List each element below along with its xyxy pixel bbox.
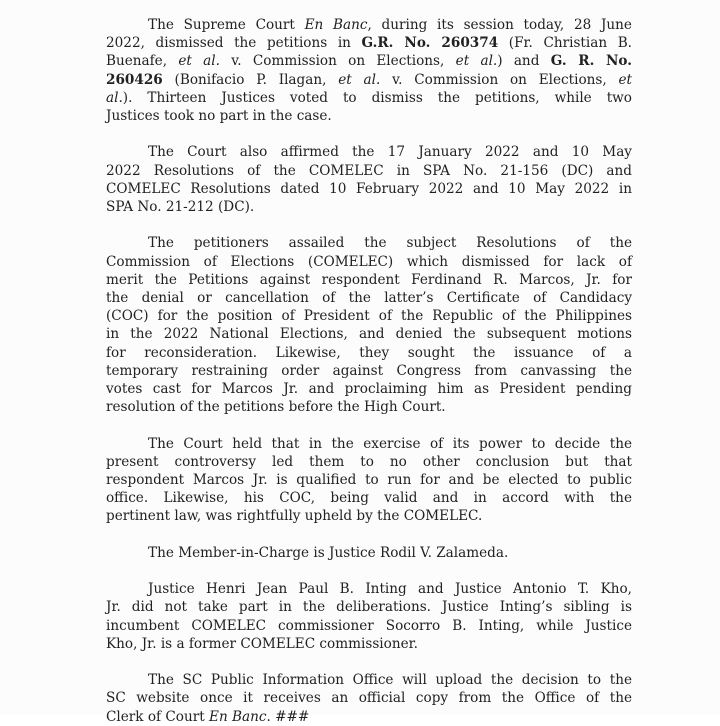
text-line <box>106 143 632 161</box>
bold-text: G.R. No. 260374 <box>361 35 499 52</box>
text-line <box>106 635 632 653</box>
text-run: The Supreme Court <box>148 17 305 33</box>
text-line <box>106 325 632 343</box>
italic-text: al. <box>106 89 123 106</box>
text-run: 2022 Resolutions of the COMELEC in SPA No. 21-156 (DC) and <box>106 162 632 179</box>
paragraph <box>106 544 632 562</box>
text-run: v. Commission on Elections, <box>219 53 456 70</box>
text-run: Jr. did not take part in the deliberations. Justice Inting’s sibling is <box>106 599 632 616</box>
text-line <box>106 52 632 70</box>
text-line <box>106 453 632 471</box>
text-line <box>106 71 632 89</box>
text-run: merit the Petitions against respondent Ferdinand R. Marcos, Jr. for <box>106 271 632 288</box>
text-line <box>106 507 632 525</box>
text-run: present controversy led them to no other conclusion but that <box>106 453 632 470</box>
text-line <box>106 398 632 416</box>
text-line <box>106 708 632 726</box>
text-run: for reconsideration. Likewise, they sought the issuance of a <box>106 344 632 361</box>
text-line <box>106 689 632 707</box>
text-run: , during its session today, 28 June <box>367 17 632 33</box>
text-run: Justice Henri Jean Paul B. Inting and Justice Antonio T. Kho, <box>148 581 632 598</box>
text-line <box>106 253 632 271</box>
text-line <box>106 671 632 689</box>
text-line <box>106 289 632 307</box>
text-run: SPA No. 21-212 (DC). <box>106 199 255 216</box>
text-run: 2022, dismissed the petitions in <box>106 35 362 52</box>
text-line <box>106 234 632 252</box>
text-run: . ### <box>266 708 310 725</box>
italic-text: et al. <box>338 71 381 88</box>
text-run: office. Likewise, his COC, being valid and in accord with the <box>106 490 632 507</box>
text-run: COMELEC Resolutions dated 10 February 2022 and 10 May 2022 in <box>106 180 632 197</box>
text-line <box>106 344 632 362</box>
paragraph <box>106 143 632 216</box>
text-line <box>106 307 632 325</box>
italic-text: et al. <box>455 53 498 70</box>
paragraph <box>106 16 632 125</box>
paragraph <box>106 234 632 416</box>
paragraph <box>106 435 632 526</box>
text-line <box>106 16 632 34</box>
text-line <box>106 362 632 380</box>
text-run: The SC Public Information Office will upload the decision to the <box>148 672 632 689</box>
text-line <box>106 598 632 616</box>
text-run: the denial or cancellation of the latter’s Certificate of Candidacy <box>106 290 632 307</box>
text-line <box>106 89 632 107</box>
text-run: votes cast for Marcos Jr. and proclaiming him as President pending <box>106 381 632 398</box>
text-run: ) and <box>497 53 551 70</box>
text-line <box>106 34 632 52</box>
text-run: temporary restraining order against Congress from canvassing the <box>106 362 632 379</box>
text-line <box>106 162 632 180</box>
text-line <box>106 380 632 398</box>
text-line <box>106 489 632 507</box>
text-run: v. Commission on Elections, <box>380 71 619 88</box>
bold-text: 260426 <box>106 71 163 88</box>
text-run: The Court held that in the exercise of its power to decide the <box>148 435 632 452</box>
text-line <box>106 198 632 216</box>
italic-text: En Banc <box>304 17 368 33</box>
text-line <box>106 271 632 289</box>
text-run: The Court also affirmed the 17 January 2022 and 10 May <box>148 144 632 161</box>
text-run: ). Thirteen Justices voted to dismiss the petitions, while two <box>122 89 632 106</box>
text-run: pertinent law, was rightfully upheld by the COMELEC. <box>106 508 483 525</box>
text-run: in the 2022 National Elections, and denied the subsequent motions <box>106 326 632 343</box>
text-run: (Fr. Christian B. <box>498 35 633 52</box>
text-run: respondent Marcos Jr. is qualified to run for and be elected to public <box>106 472 632 489</box>
text-run: Clerk of Court <box>106 708 210 725</box>
text-run: Kho, Jr. is a former COMELEC commissioner. <box>106 635 418 652</box>
text-run: Commission of Elections (COMELEC) which dismissed for lack of <box>106 253 632 270</box>
italic-text: En Banc <box>209 708 267 725</box>
text-run: Buenafe, <box>106 53 179 70</box>
italic-text: et <box>618 71 632 88</box>
text-line <box>106 544 632 562</box>
text-line <box>106 580 632 598</box>
text-run: incumbent COMELEC commissioner Socorro B. Inting, while Justice <box>106 617 632 634</box>
paragraph <box>106 671 632 726</box>
text-line <box>106 180 632 198</box>
text-run: SC website once it receives an official copy from the Office of the <box>106 690 632 707</box>
bold-text: G. R. No. <box>550 53 632 70</box>
text-run: (COC) for the position of President of the Republic of the Philippines <box>106 308 632 325</box>
text-run: The petitioners assailed the subject Resolutions of the <box>148 235 632 252</box>
text-line <box>106 107 632 125</box>
text-run: The Member-in-Charge is Justice Rodil V. Zalameda. <box>148 544 509 561</box>
text-line <box>106 617 632 635</box>
text-line <box>106 471 632 489</box>
text-line <box>106 435 632 453</box>
text-run: (Bonifacio P. Ilagan, <box>162 71 339 88</box>
text-run: resolution of the petitions before the High Court. <box>106 399 446 416</box>
paragraph <box>106 580 632 653</box>
text-run: Justices took no part in the case. <box>106 108 332 125</box>
italic-text: et al. <box>178 53 220 70</box>
